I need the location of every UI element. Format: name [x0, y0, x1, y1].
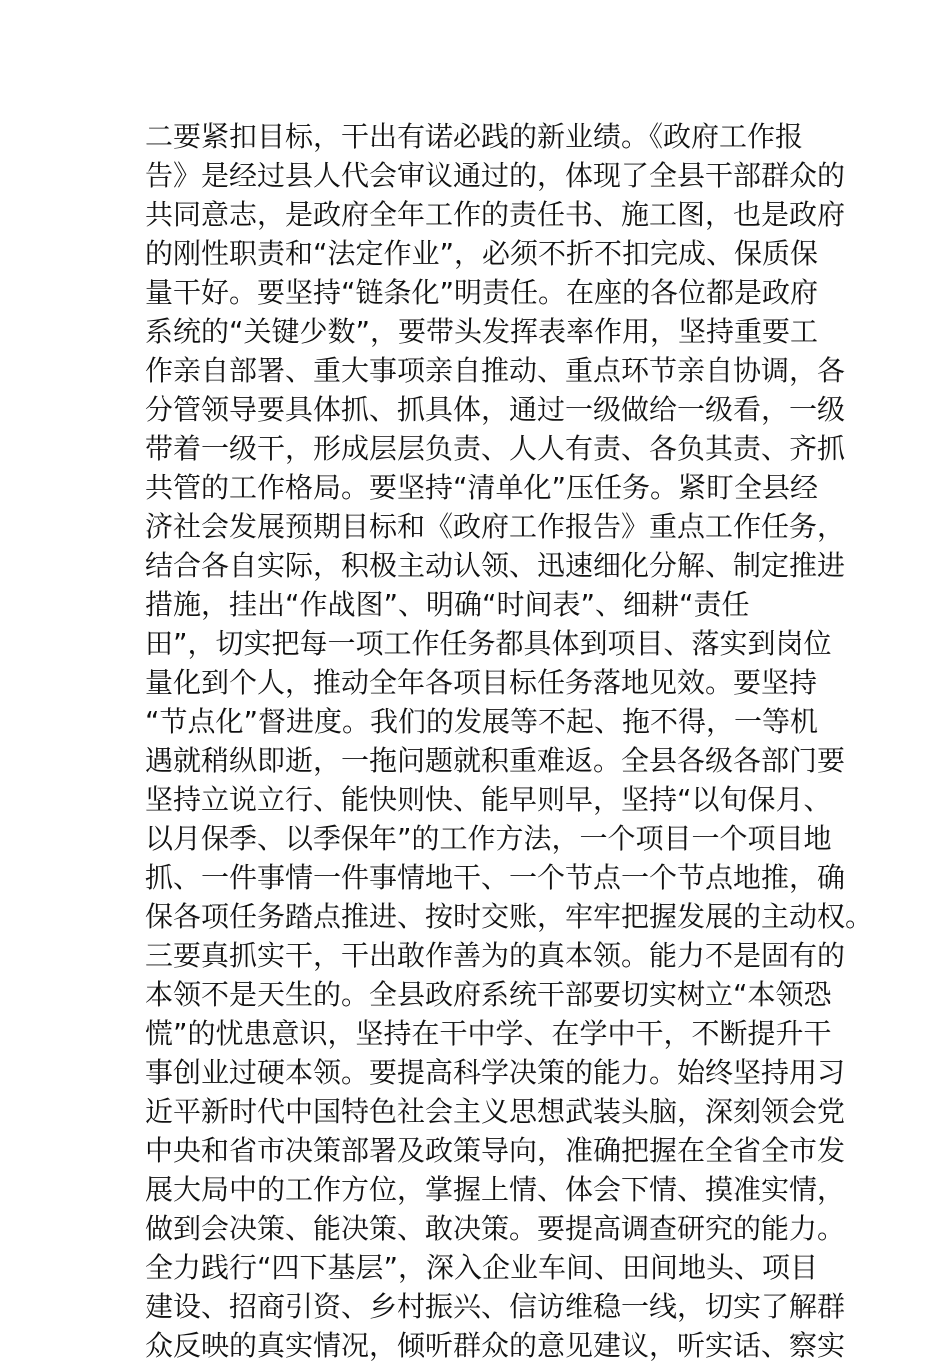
- body-text: [145, 117, 874, 1365]
- text-line: 作亲自部署、重大事项亲自推动、重点环节亲自协调，各: [145, 354, 846, 387]
- text-line: 遇就稍纵即逝，一拖问题就积重难返。全县各级各部门要: [145, 744, 846, 777]
- text-line: 带着一级干，形成层层负责、人人有责、各负其责、齐抓: [145, 432, 846, 465]
- text-line: 慌”的忧患意识，坚持在干中学、在学中干，不断提升干: [145, 1017, 832, 1050]
- text-line: 事创业过硬本领。要提高科学决策的能力。始终坚持用习: [145, 1056, 846, 1089]
- text-line: 做到会决策、能决策、敢决策。要提高调查研究的能力。: [145, 1212, 846, 1245]
- text-line: 量化到个人，推动全年各项目标任务落地见效。要坚持: [145, 666, 818, 699]
- text-line: 措施，挂出“作战图”、明确“时间表”、细耕“责任: [145, 588, 750, 621]
- text-line: “节点化”督进度。我们的发展等不起、拖不得，一等机: [145, 705, 819, 738]
- text-line: 结合各自实际，积极主动认领、迅速细化分解、制定推进: [145, 549, 846, 582]
- text-line: 保各项任务踏点推进、按时交账，牢牢把握发展的主动权。: [145, 900, 874, 933]
- text-line: 众反映的真实情况，倾听群众的意见建议，听实话、察实: [145, 1329, 846, 1362]
- text-line: 本领不是天生的。全县政府系统干部要切实树立“本领恐: [145, 978, 832, 1011]
- text-line: 系统的“关键少数”，要带头发挥表率作用，坚持重要工: [145, 315, 819, 348]
- text-line: 以月保季、以季保年”的工作方法，一个项目一个项目地: [145, 822, 832, 855]
- text-line: 共同意志，是政府全年工作的责任书、施工图，也是政府: [145, 198, 846, 231]
- text-line: 分管领导要具体抓、抓具体，通过一级做给一级看，一级: [145, 393, 846, 426]
- text-line: 全力践行“四下基层”，深入企业车间、田间地头、项目: [145, 1251, 819, 1284]
- text-line: 济社会发展预期目标和《政府工作报告》重点工作任务，: [145, 510, 846, 543]
- text-line: 展大局中的工作方位，掌握上情、体会下情、摸准实情，: [145, 1173, 846, 1206]
- text-line: 共管的工作格局。要坚持“清单化”压任务。紧盯全县经: [145, 471, 819, 504]
- text-line: 量干好。要坚持“链条化”明责任。在座的各位都是政府: [145, 276, 819, 309]
- text-line: 建设、招商引资、乡村振兴、信访维稳一线，切实了解群: [145, 1290, 846, 1323]
- text-line: 坚持立说立行、能快则快、能早则早，坚持“以旬保月、: [145, 783, 832, 816]
- text-line: 田”，切实把每一项工作任务都具体到项目、落实到岗位: [145, 627, 832, 660]
- text-line: 三要真抓实干，干出敢作善为的真本领。能力不是固有的: [145, 939, 846, 972]
- text-line: 的刚性职责和“法定作业”，必须不折不扣完成、保质保: [145, 237, 819, 270]
- text-line: 近平新时代中国特色社会主义思想武装头脑，深刻领会党: [145, 1095, 846, 1128]
- text-line: 二要紧扣目标，干出有诺必践的新业绩。《政府工作报: [145, 120, 804, 153]
- text-line: 抓、一件事情一件事情地干、一个节点一个节点地推，确: [145, 861, 846, 894]
- text-line: 中央和省市决策部署及政策导向，准确把握在全省全市发: [145, 1134, 846, 1167]
- text-line: 告》是经过县人代会审议通过的，体现了全县干部群众的: [145, 159, 846, 192]
